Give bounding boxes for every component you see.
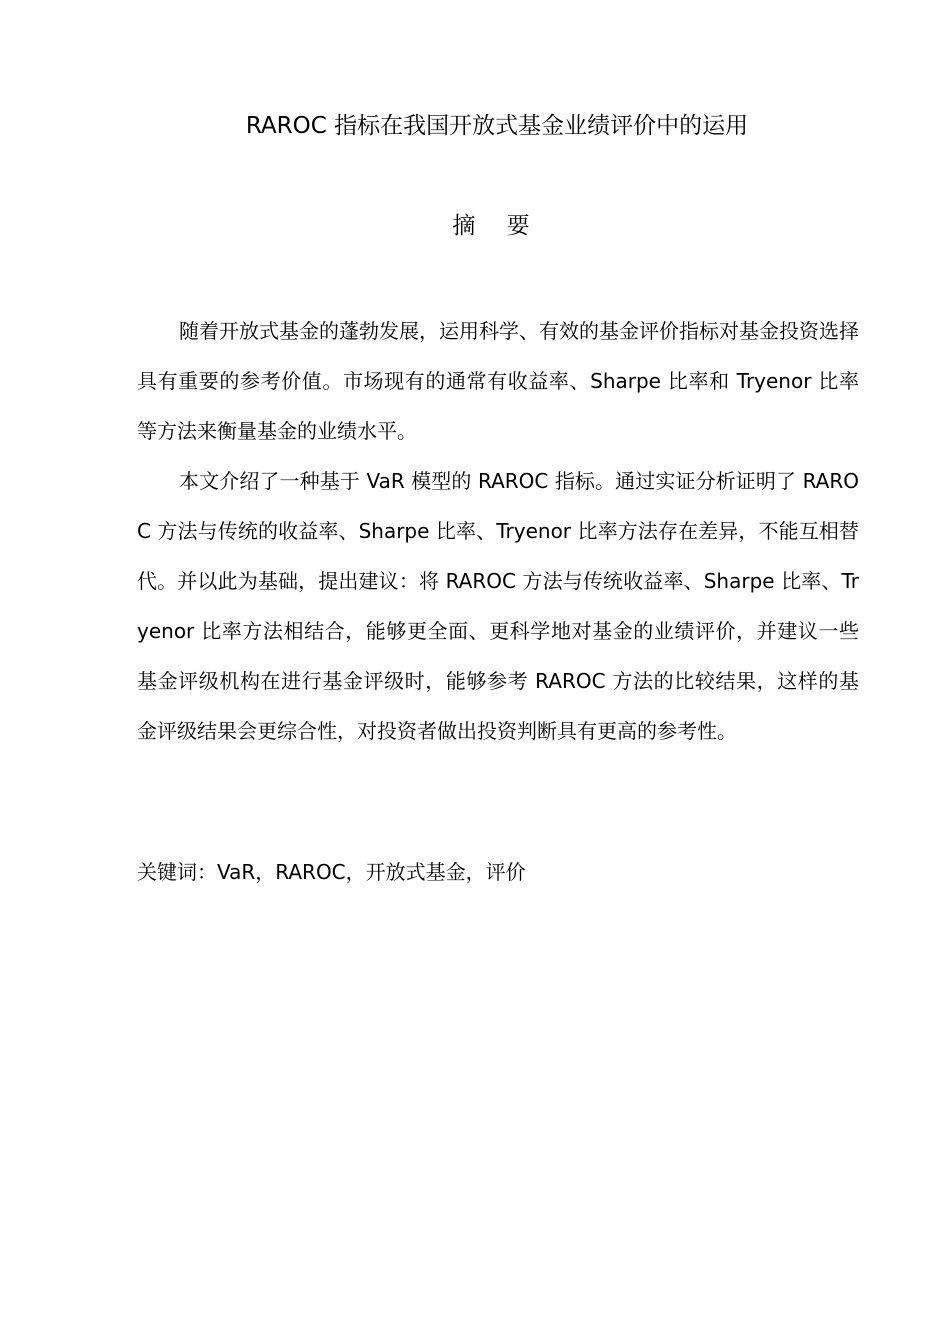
abstract-paragraph-1: 随着开放式基金的蓬勃发展，运用科学、有效的基金评价指标对基金投资选择具有重要的参考价值。市场现有的通常有收益率、Sharpe 比率和 Tryenor 比率等方法来衡量基金的业绩水平。 bbox=[137, 319, 859, 443]
keywords-line: 关键词：VaR，RAROC，开放式基金，评价 bbox=[137, 860, 526, 884]
abstract-paragraph-2: 本文介绍了一种基于 VaR 模型的 RAROC 指标。通过实证分析证明了 RAROC 方法与传统的收益率、Sharpe 比率、Tryenor 比率方法存在差异，不能互相替代。并以此为基础，提出建议：将 RAROC 方法与传统收益率、Sharpe 比率、Tryenor 比率方法相结合，能够更全面、更科学地对基金的业绩评价，并建议一些基金评级机构在进行基金评级时，能够参考 RAROC 方法的比较结果，这样的基金评级结果会更综合性，对投资者做出投资判断具有更高的参考性。 bbox=[137, 469, 859, 743]
document-title: RAROC 指标在我国开放式基金业绩评价中的运用 bbox=[245, 113, 749, 139]
abstract-heading: 摘 要 bbox=[452, 213, 542, 239]
abstract-body bbox=[137, 306, 859, 756]
